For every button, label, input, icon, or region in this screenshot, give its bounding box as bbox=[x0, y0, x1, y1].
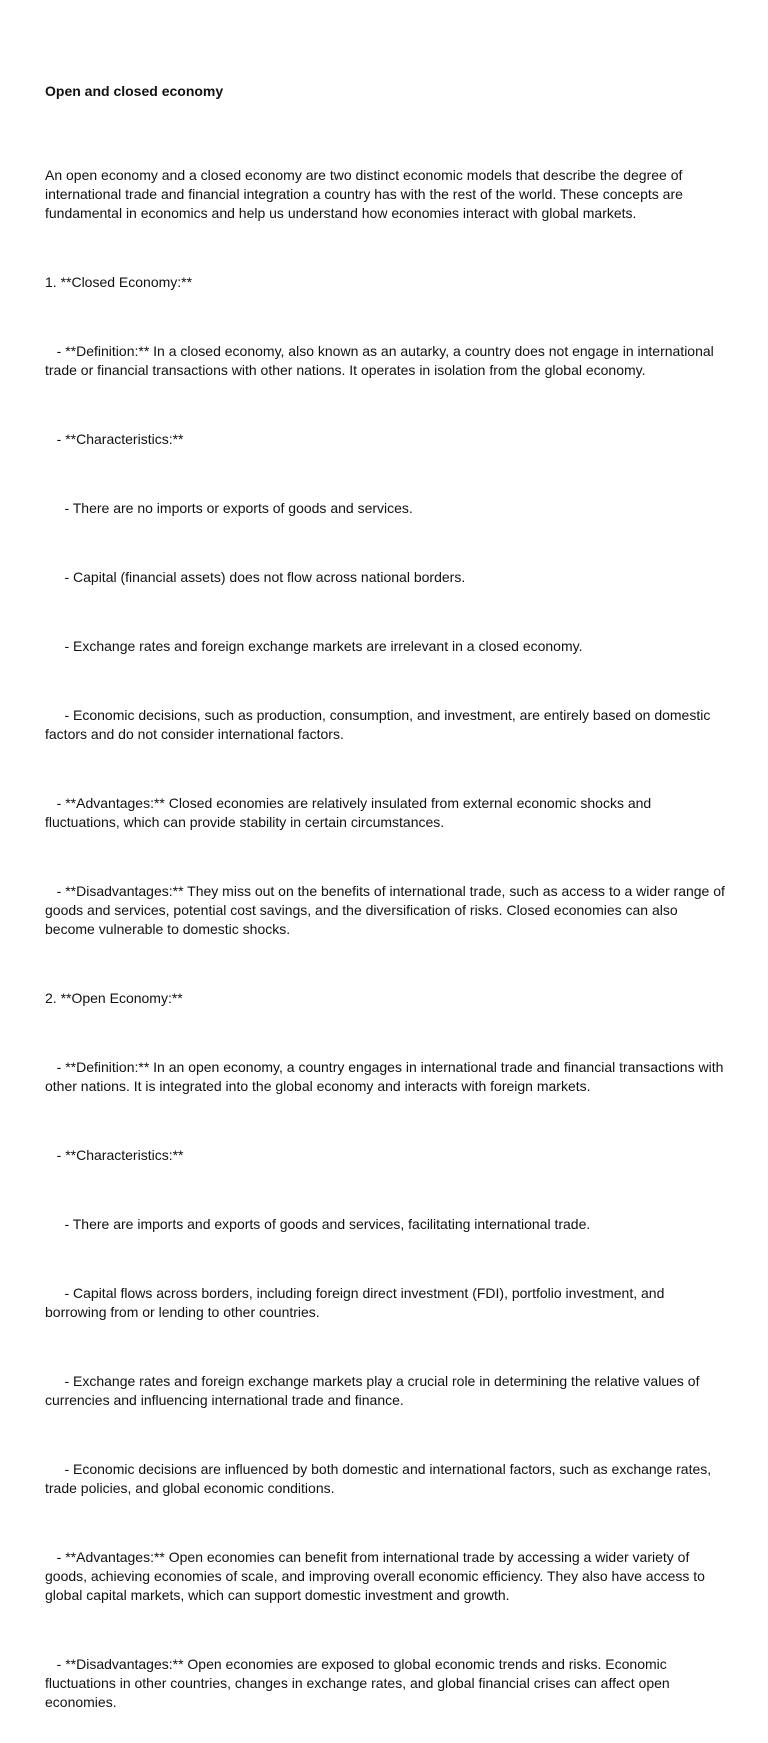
open-characteristic-item: - Economic decisions are influenced by both domestic and international factors, such as exchange rates, trade policies, and global economic conditions. bbox=[45, 1461, 716, 1496]
closed-characteristic-item: - Capital (financial assets) does not flow across national borders. bbox=[45, 569, 466, 585]
closed-characteristic-item: - Exchange rates and foreign exchange markets are irrelevant in a closed economy. bbox=[45, 638, 583, 654]
document-title: Open and closed economy bbox=[45, 83, 224, 99]
closed-economy-heading: 1. **Closed Economy:** bbox=[45, 274, 193, 290]
open-characteristic-item: - Exchange rates and foreign exchange markets play a crucial role in determining the relative values of currencies and influencing international trade and finance. bbox=[45, 1373, 704, 1408]
open-characteristic-item: - There are imports and exports of goods and services, facilitating international trade. bbox=[45, 1216, 591, 1232]
open-economy-heading: 2. **Open Economy:** bbox=[45, 990, 183, 1006]
document-page bbox=[45, 44, 729, 1743]
open-definition: - **Definition:** In an open economy, a country engages in international trade and financial transactions with other nations. It is integrated into the global economy and interacts with foreign markets. bbox=[45, 1059, 728, 1094]
closed-definition: - **Definition:** In a closed economy, also known as an autarky, a country does not engage in international trade or financial transactions with other nations. It operates in isolation from the global economy. bbox=[45, 343, 718, 378]
open-disadvantages: - **Disadvantages:** Open economies are exposed to global economic trends and risks. Economic fluctuations in other countries, changes in exchange rates, and global financial crises can affect open economies. bbox=[45, 1656, 674, 1710]
closed-advantages: - **Advantages:** Closed economies are relatively insulated from external economic shocks and fluctuations, which can provide stability in certain circumstances. bbox=[45, 795, 656, 830]
open-advantages: - **Advantages:** Open economies can benefit from international trade by accessing a wider variety of goods, achieving economies of scale, and improving overall economic efficiency. They also have access to global capital markets, which can support domestic investment and growth. bbox=[45, 1549, 709, 1603]
closed-characteristic-item: - Economic decisions, such as production, consumption, and investment, are entirely based on domestic factors and do not consider international factors. bbox=[45, 707, 715, 742]
closed-characteristic-item: - There are no imports or exports of goods and services. bbox=[45, 500, 413, 516]
intro-paragraph: An open economy and a closed economy are two distinct economic models that describe the degree of international trade and financial integration a country has with the rest of the world. These concepts are fundamental in economics and help us understand how economies interact with global markets. bbox=[45, 167, 687, 221]
closed-characteristics-heading: - **Characteristics:** bbox=[45, 431, 184, 447]
open-characteristics-heading: - **Characteristics:** bbox=[45, 1147, 184, 1163]
closed-disadvantages: - **Disadvantages:** They miss out on the benefits of international trade, such as access to a wider range of goods and services, potential cost savings, and the diversification of risks. Closed economies can also become vulnerable to domestic shocks. bbox=[45, 883, 729, 937]
open-characteristic-item: - Capital flows across borders, including foreign direct investment (FDI), portfolio investment, and borrowing from or lending to other countries. bbox=[45, 1285, 669, 1320]
